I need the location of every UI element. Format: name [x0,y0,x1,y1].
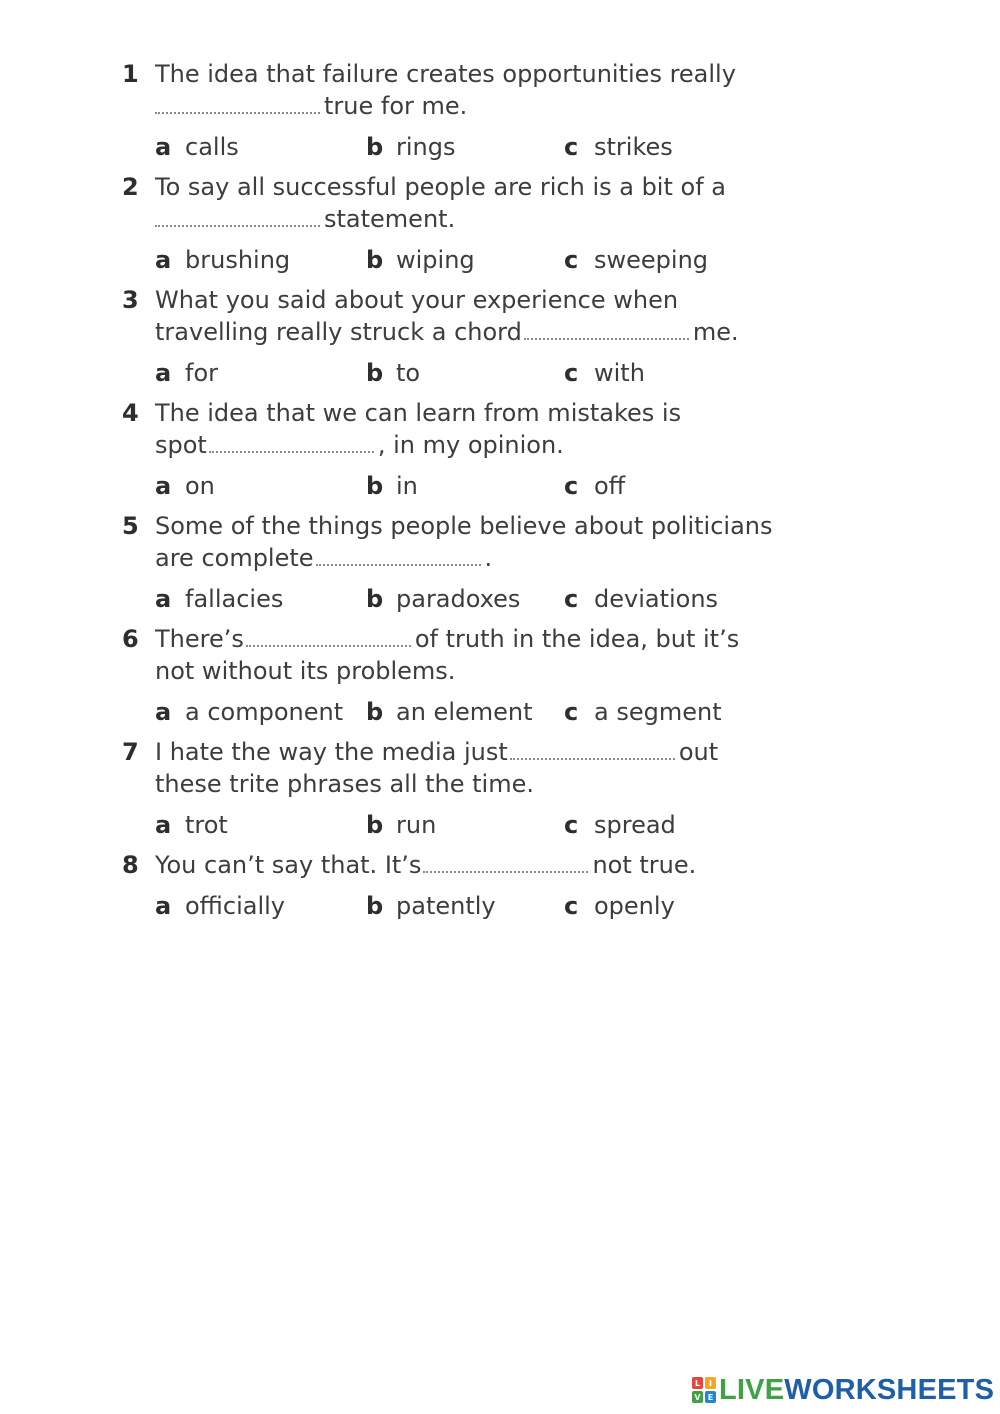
question-stem [122,849,822,881]
option-letter: a [155,246,172,274]
question-stem [122,623,822,687]
option-text: a component [185,698,344,726]
option-b[interactable] [366,890,496,922]
answer-blank[interactable] [155,205,320,227]
answer-blank[interactable] [246,625,411,647]
logo-text-live: LIVE [719,1373,785,1406]
liveworksheets-logo-icon [692,1377,716,1403]
option-a[interactable] [155,583,283,615]
question-3 [122,284,822,389]
options-row [122,244,822,276]
question-text-after: me. [692,318,739,346]
option-text: an element [396,698,533,726]
answer-blank[interactable] [510,738,675,760]
option-text: wiping [396,246,475,274]
option-text: fallacies [185,585,284,613]
option-c[interactable] [564,244,708,276]
option-letter: c [564,133,579,161]
question-text-after: true for me. [324,92,468,120]
option-letter: a [155,133,172,161]
question-text: Some of the things people believe about politicians [155,512,773,540]
logo-tile-e: E [705,1391,716,1403]
option-text: trot [185,811,228,839]
option-b[interactable] [366,357,420,389]
question-5 [122,510,822,615]
option-letter: a [155,892,172,920]
option-b[interactable] [366,583,520,615]
option-a[interactable] [155,890,285,922]
question-text-after: . [484,544,493,572]
question-1 [122,58,822,163]
liveworksheets-logo [692,1373,994,1407]
option-a[interactable] [155,696,343,728]
option-letter: b [366,472,384,500]
question-text-before: are complete [155,544,314,572]
option-b[interactable] [366,470,418,502]
option-text: strikes [594,133,673,161]
options-row [122,809,822,841]
option-letter: b [366,133,384,161]
question-text-before: There’s [155,625,244,653]
liveworksheets-logo-text [719,1374,994,1407]
option-text: spread [594,811,676,839]
question-stem [122,397,822,461]
question-8 [122,849,822,922]
option-letter: b [366,246,384,274]
question-text-before: travelling really struck a chord [155,318,522,346]
option-letter: b [366,892,384,920]
question-number: 8 [122,851,139,879]
logo-tile-i: I [705,1377,716,1389]
question-stem [122,284,822,348]
question-text-after: statement. [324,205,456,233]
option-a[interactable] [155,131,239,163]
option-letter: a [155,472,172,500]
option-c[interactable] [564,357,645,389]
option-text: on [185,472,215,500]
question-text-before: You can’t say that. It’s [155,851,422,879]
option-text: officially [185,892,285,920]
option-text: a segment [594,698,722,726]
option-text: off [594,472,626,500]
answer-blank[interactable] [209,431,374,453]
option-b[interactable] [366,244,475,276]
option-c[interactable] [564,131,673,163]
question-stem [122,58,822,122]
question-number: 7 [122,738,139,766]
options-row [122,131,822,163]
option-text: openly [594,892,675,920]
option-letter: c [564,472,579,500]
option-text: rings [396,133,456,161]
answer-blank[interactable] [155,92,320,114]
logo-tile-v: V [692,1391,703,1403]
question-text: What you said about your experience when [155,286,679,314]
option-letter: b [366,698,384,726]
option-a[interactable] [155,244,290,276]
option-letter: a [155,585,172,613]
question-2 [122,171,822,276]
option-letter: c [564,698,579,726]
question-text: The idea that we can learn from mistakes is [155,399,682,427]
question-number: 6 [122,625,139,653]
question-number: 2 [122,173,139,201]
options-row [122,696,822,728]
question-text-line2: not without its problems. [155,657,456,685]
option-letter: a [155,359,172,387]
option-b[interactable] [366,696,533,728]
answer-blank[interactable] [316,544,481,566]
question-text-after: , in my opinion. [377,431,564,459]
question-stem [122,510,822,574]
question-6 [122,623,822,728]
question-number: 5 [122,512,139,540]
option-b[interactable] [366,809,436,841]
option-c[interactable] [564,470,625,502]
question-number: 4 [122,399,139,427]
option-a[interactable] [155,357,218,389]
option-letter: b [366,585,384,613]
question-text-after: out [678,738,719,766]
option-letter: a [155,698,172,726]
option-text: with [594,359,645,387]
option-b[interactable] [366,131,455,163]
option-letter: b [366,359,384,387]
option-text: sweeping [594,246,709,274]
question-text: To say all successful people are rich is a bit of a [155,173,726,201]
option-letter: a [155,811,172,839]
option-letter: c [564,246,579,274]
option-a[interactable] [155,809,228,841]
option-text: patently [396,892,496,920]
logo-text-worksheets: WORKSHEETS [784,1373,995,1406]
question-text-before: I hate the way the media just [155,738,508,766]
question-stem [122,736,822,800]
question-text-after: not true. [592,851,697,879]
option-letter: c [564,811,579,839]
question-stem [122,171,822,235]
options-row [122,357,822,389]
question-text-after: of truth in the idea, but it’s [414,625,740,653]
option-text: for [185,359,218,387]
logo-tile-l: L [692,1377,703,1389]
option-letter: c [564,585,579,613]
option-text: brushing [185,246,291,274]
option-letter: c [564,359,579,387]
option-text: paradoxes [396,585,521,613]
option-text: in [396,472,418,500]
option-a[interactable] [155,470,215,502]
question-text: The idea that failure creates opportunities really [155,60,736,88]
question-number: 3 [122,286,139,314]
option-c[interactable] [564,809,676,841]
option-c[interactable] [564,890,675,922]
options-row [122,583,822,615]
question-4 [122,397,822,502]
question-text-line2: these trite phrases all the time. [155,770,534,798]
option-c[interactable] [564,583,718,615]
question-number: 1 [122,60,139,88]
answer-blank[interactable] [423,851,588,873]
option-letter: c [564,892,579,920]
question-7 [122,736,822,841]
options-row [122,470,822,502]
question-text-before: spot [155,431,207,459]
options-row [122,890,822,922]
option-text: calls [185,133,239,161]
option-c[interactable] [564,696,722,728]
option-letter: b [366,811,384,839]
option-text: deviations [594,585,719,613]
option-text: run [396,811,437,839]
option-text: to [396,359,421,387]
answer-blank[interactable] [524,318,689,340]
